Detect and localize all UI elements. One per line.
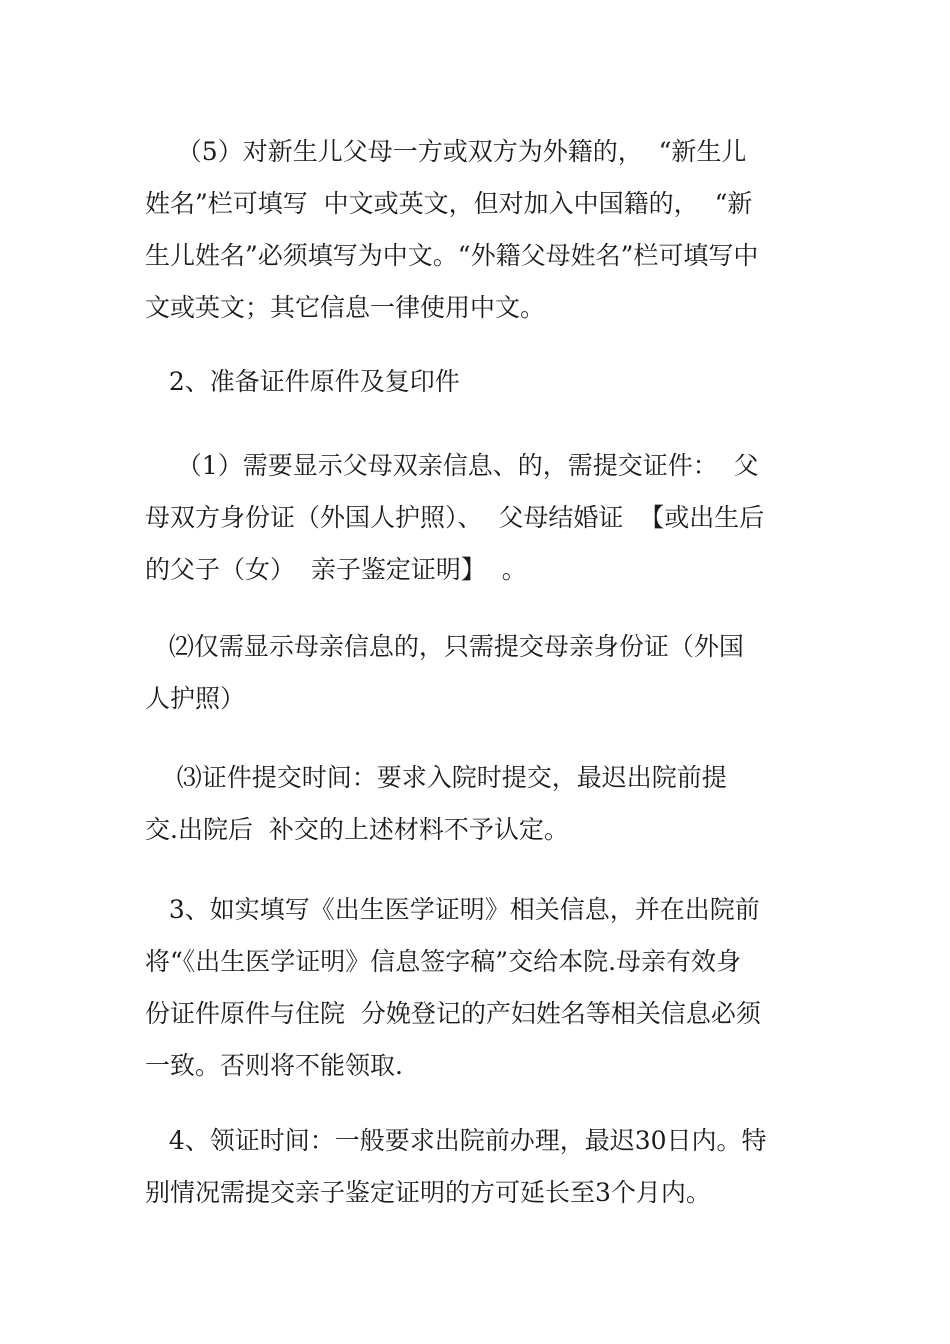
text-line: （1）需要显示父母双亲信息、的，需提交证件： 父 [145,451,759,480]
text-line: 生儿姓名”必须填写为中文。“外籍父母姓名”栏可填写中 [145,241,759,270]
paragraph-fill-certificate [145,884,810,1092]
paragraph-newborn-name-foreign [145,126,810,334]
text-line: （5）对新生儿父母一方或双方为外籍的， “新生儿 [145,137,747,166]
paragraph-collection-time [145,1115,810,1219]
section-heading-documents [145,356,810,408]
text-line: 文或英文；其它信息一律使用中文。 [145,293,546,322]
text-line: 3、如实填写《出生医学证明》相关信息，并在出院前 [145,895,760,924]
text-line: 将“《出生医学证明》信息签字稿”交给本院.母亲有效身 [145,947,742,976]
paragraph-mother-only [145,621,810,725]
text-line: 2、准备证件原件及复印件 [145,367,460,396]
text-line: 母双方身份证（外国人护照）、 父母结婚证 【或出生后 [145,503,765,532]
text-line: ⑵仅需显示母亲信息的，只需提交母亲身份证（外国 [145,632,744,661]
paragraph-submission-time [145,752,810,856]
text-line: 份证件原件与住院 分娩登记的产妇姓名等相关信息必须 [145,999,761,1028]
text-line: 人护照） [145,684,246,713]
text-line: 姓名”栏可填写 中文或英文，但对加入中国籍的， “新 [145,189,753,218]
paragraph-both-parents [145,440,810,596]
text-line: ⑶证件提交时间：要求入院时提交，最迟出院前提 [145,763,727,792]
text-line: 别情况需提交亲子鉴定证明的方可延长至3个月内。 [145,1178,711,1207]
text-line: 的父子（女） 亲子鉴定证明】 。 [145,555,527,584]
text-line: 交.出院后 补交的上述材料不予认定。 [145,815,569,844]
text-line: 一致。否则将不能领取. [145,1051,403,1080]
text-line: 4、领证时间：一般要求出院前办理，最迟30日内。特 [145,1126,767,1155]
